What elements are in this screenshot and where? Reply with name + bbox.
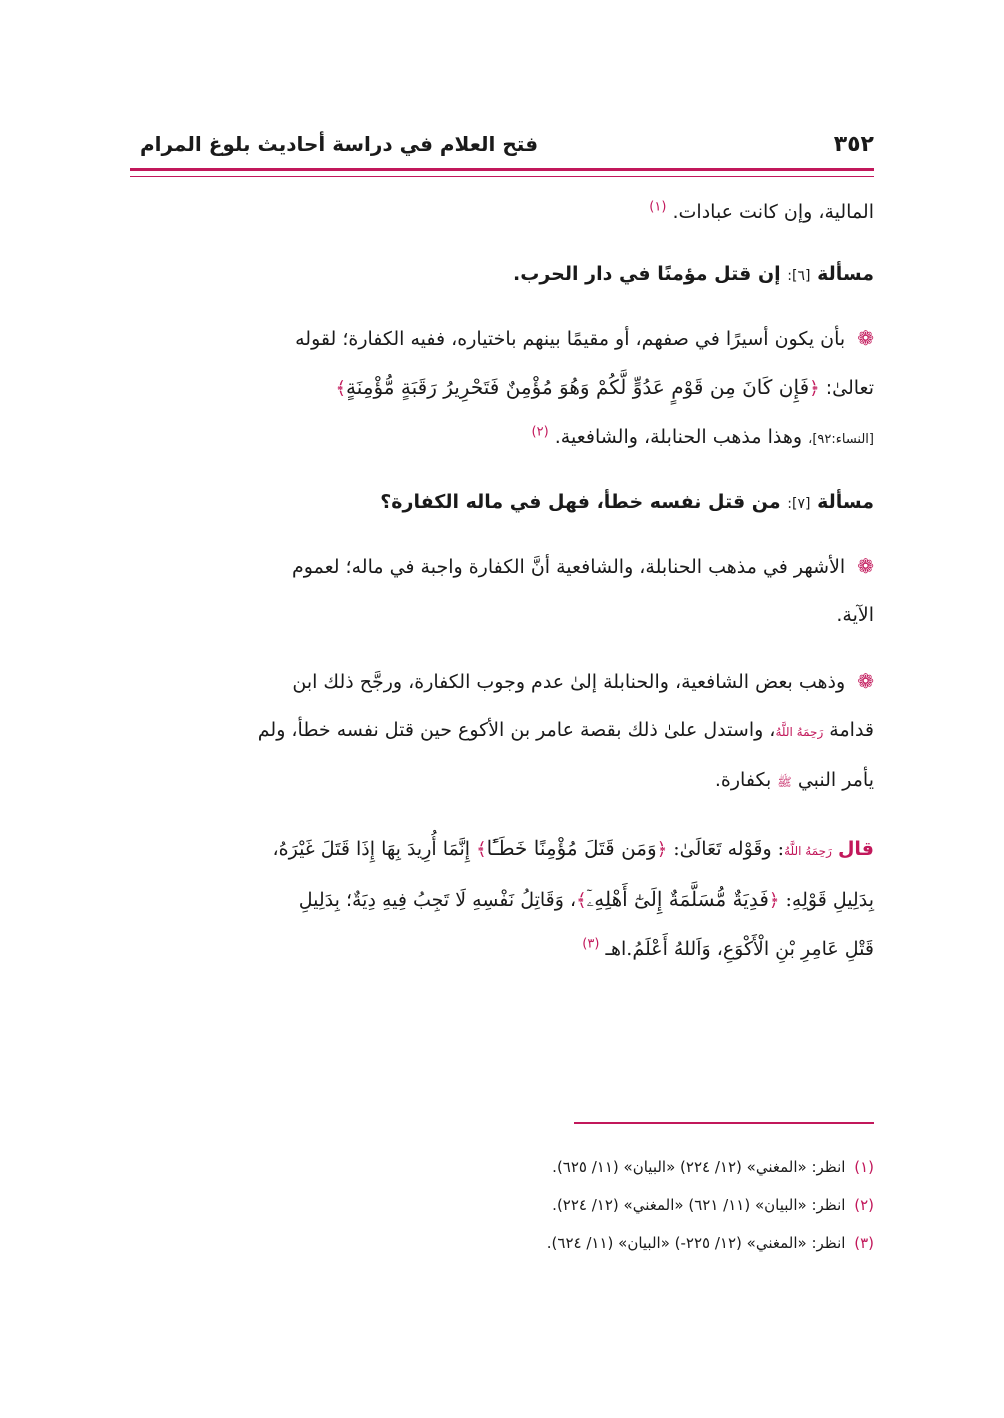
quran-bracket-open: ﴿ xyxy=(656,839,668,860)
text: الأشهر في مذهب الحنابلة، والشافعية أنَّ الكفارة واجبة في ماله؛ لعموم xyxy=(292,556,846,578)
text: يأمر النبي xyxy=(797,769,874,791)
text: بكفارة. xyxy=(714,769,772,791)
page-number: ٣٥٢ xyxy=(833,132,874,157)
footnotes xyxy=(130,1148,874,1262)
issue-label: مسألة xyxy=(817,263,874,285)
line xyxy=(130,363,874,413)
issue-number: [٦]: xyxy=(787,268,811,284)
text: وهذا مذهب الحنابلة، والشافعية. xyxy=(554,426,803,448)
footnote-item xyxy=(130,1224,874,1262)
quran-verse: فَإِن كَانَ مِن قَوْمٍ عَدُوٍّ لَّكُمْ وَهُوَ مُؤْمِنٌ فَتَحْرِيرُ رَقَبَةٍ مُّؤْمِنَةٍ xyxy=(346,375,810,399)
footnote-separator xyxy=(574,1122,874,1124)
footnote-ref-3[interactable]: (٣) xyxy=(582,936,600,952)
issue-title: من قتل نفسه خطأ، فهل في ماله الكفارة؟ xyxy=(380,491,781,513)
flower-icon: ❁ xyxy=(857,326,874,350)
footnote-text: انظر: «المغني» (١٢/ ٢٢٥-) «البيان» (١١/ ٦٢٤). xyxy=(546,1234,846,1252)
footnote-number: (١) xyxy=(854,1158,874,1176)
footnote-ref-2[interactable]: (٢) xyxy=(531,424,549,440)
text: : وقَوْله تَعَالَىٰ: xyxy=(673,838,785,860)
text: قَتْلِ عَامِرِ بْنِ الْأَكْوَعِ، وَاَللهُ أَعْلَمُ.اهـ xyxy=(605,938,874,960)
running-header xyxy=(130,118,874,168)
quran-bracket-close: ﴾ xyxy=(576,890,587,911)
text: ، وَقَاتِلُ نَفْسِهِ لَا تَجِبُ فِيهِ دِيَةٌ؛ بِدَلِيلِ xyxy=(298,889,577,911)
line xyxy=(130,413,874,464)
footnote-text: انظر: «البيان» (١١/ ٦٢١) «المغني» (١٢/ ٢٢٤). xyxy=(552,1196,846,1214)
footnote-item xyxy=(130,1186,874,1224)
issue-number: [٧]: xyxy=(787,496,811,512)
book-title: فتح العلام في دراسة أحاديث بلوغ المرام xyxy=(140,132,539,156)
flower-icon: ❁ xyxy=(857,669,874,693)
main-text xyxy=(130,188,874,991)
intro-text: المالية، وإن كانت عبادات. xyxy=(672,201,874,223)
line: الآية. xyxy=(836,604,874,626)
line xyxy=(130,925,874,973)
book-page xyxy=(130,0,874,1418)
line xyxy=(130,314,874,363)
text: تعالىٰ: xyxy=(825,377,874,399)
text: بأن يكون أسيرًا في صفهم، أو مقيمًا بينهم باختياره، ففيه الكفارة؛ لقوله xyxy=(295,328,846,350)
intro-paragraph xyxy=(130,188,874,236)
quran-verse: فَدِيَةٌ مُّسَلَّمَةٌ إِلَىٰٓ أَهْلِهِۦٓ xyxy=(586,887,769,911)
text: إِنَّمَا أُرِيدَ بِهَا إِذَا قَتَلَ غَيْرَهُ، xyxy=(272,838,471,860)
issue-label: مسألة xyxy=(817,491,874,513)
paragraph-1 xyxy=(130,314,874,464)
line xyxy=(130,824,874,875)
quran-bracket-close: ﴾ xyxy=(476,839,487,860)
honorific-glyph: ﷺ xyxy=(777,775,792,789)
text: وذهب بعض الشافعية، والحنابلة إلىٰ عدم وجوب الكفارة، ورجَّح ذلك ابن xyxy=(292,671,846,693)
text: ، واستدل علىٰ ذلك بقصة عامر بن الأكوع حين قتل نفسه خطأ، ولم xyxy=(257,719,776,741)
footnote-number: (٣) xyxy=(854,1234,874,1252)
surah-reference: [النساء:٩٢]، xyxy=(808,432,874,447)
text: بِدَلِيلِ قَوْلِهِ: xyxy=(785,889,874,911)
footnote-ref-1[interactable]: (١) xyxy=(649,199,667,215)
issue-heading-6 xyxy=(130,254,874,296)
flower-icon: ❁ xyxy=(857,554,874,578)
paragraph-4 xyxy=(130,824,874,973)
quran-bracket-open: ﴿ xyxy=(809,378,820,399)
paragraph-2 xyxy=(130,542,874,639)
quran-verse: وَمَن قَتَلَ مُؤْمِنًا خَطَـًٔا xyxy=(486,836,657,860)
line xyxy=(130,706,874,756)
line xyxy=(130,542,874,591)
qala-label: قال xyxy=(837,838,874,860)
header-rule-thick xyxy=(130,168,874,171)
footnote-item xyxy=(130,1148,874,1186)
line xyxy=(130,875,874,925)
footnote-text: انظر: «المغني» (١٢/ ٢٢٤) «البيان» (١١/ ٦٢٥). xyxy=(552,1158,846,1176)
issue-heading-7 xyxy=(130,482,874,524)
footnote-number: (٢) xyxy=(854,1196,874,1214)
header-rule-thin xyxy=(130,176,874,177)
quran-bracket-close: ﴾ xyxy=(335,378,346,399)
honorific-glyph: رَحِمَهُ اللَّهُ xyxy=(784,844,832,858)
quran-bracket-open: ﴿ xyxy=(768,890,780,911)
line xyxy=(130,657,874,706)
paragraph-3 xyxy=(130,657,874,806)
line xyxy=(130,756,874,806)
honorific-glyph: رَحِمَهُ اللَّهُ xyxy=(775,725,824,739)
issue-title: إن قتل مؤمنًا في دار الحرب. xyxy=(513,263,781,285)
text: قدامة xyxy=(829,719,874,741)
